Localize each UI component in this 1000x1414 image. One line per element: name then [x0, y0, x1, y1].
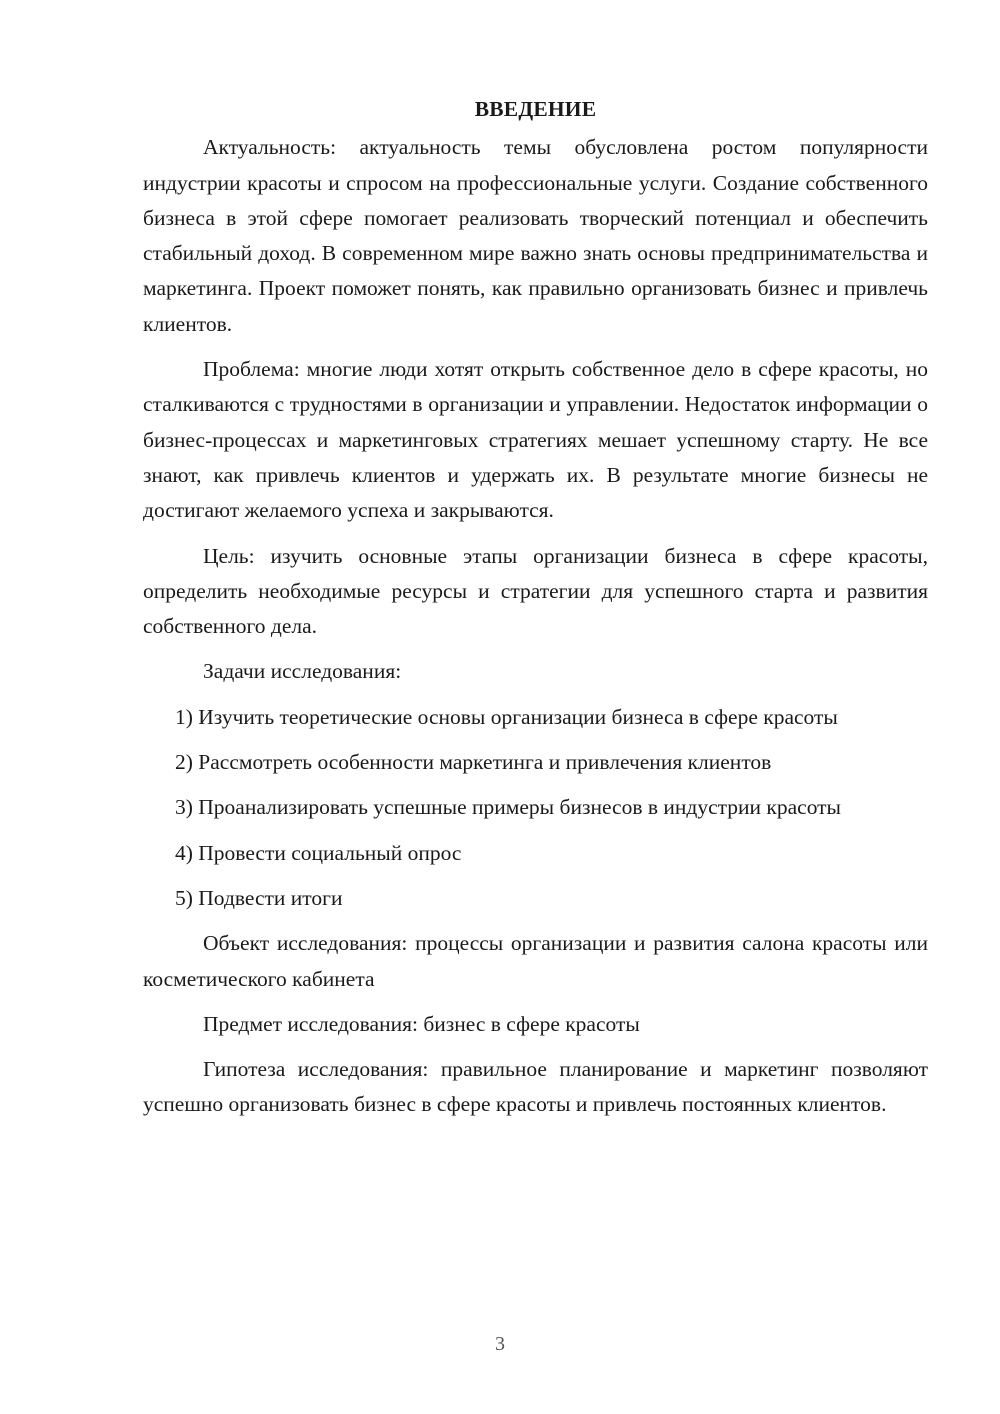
- tasks-heading: Задачи исследования:: [203, 659, 402, 684]
- hypothesis-paragraph: Гипотеза исследования: правильное планирование и маркетинг позволяют успешно организовать бизнес в сфере красоты и привлечь постоянных клиентов.: [143, 1057, 928, 1117]
- task-item-4: 4) Провести социальный опрос: [175, 840, 462, 865]
- document-title: ВВЕДЕНИЕ: [474, 97, 597, 121]
- subject-paragraph: Предмет исследования: бизнес в сфере красоты: [203, 1011, 640, 1036]
- problem-paragraph: Проблема: многие люди хотят открыть собственное дело в сфере красоты, но сталкиваются с трудностями в организации и управлении. Недостаток информации о бизнес-процессах и маркетинговых стратегиях мешает успешному старту. Не все знают, как привлечь клиентов и удержать их. В результате многие бизнесы не достигают желаемого успеха и закрываются.: [143, 357, 928, 523]
- relevance-paragraph: Актуальность: актуальность темы обусловлена ростом популярности индустрии красоты и спросом на профессиональные услуги. Создание собственного бизнеса в этой сфере помогает реализовать творческий потенциал и обеспечить стабильный доход. В современном мире важно знать основы предпринимательства и маркетинга. Проект поможет понять, как правильно организовать бизнес и привлечь клиентов.: [143, 135, 928, 336]
- task-item-5: 5) Подвести итоги: [175, 885, 343, 910]
- task-item-1: 1) Изучить теоретические основы организации бизнеса в сфере красоты: [175, 704, 838, 729]
- object-paragraph: Объект исследования: процессы организации и развития салона красоты или косметического кабинета: [143, 931, 928, 991]
- goal-paragraph: Цель: изучить основные этапы организации бизнеса в сфере красоты, определить необходимые ресурсы и стратегии для успешного старта и развития собственного дела.: [143, 543, 928, 639]
- page-number: 3: [495, 1333, 505, 1355]
- task-item-3: 3) Проанализировать успешные примеры бизнесов в индустрии красоты: [175, 795, 841, 820]
- document-page: [143, 92, 928, 1133]
- task-item-2: 2) Рассмотреть особенности маркетинга и привлечения клиентов: [175, 750, 772, 775]
